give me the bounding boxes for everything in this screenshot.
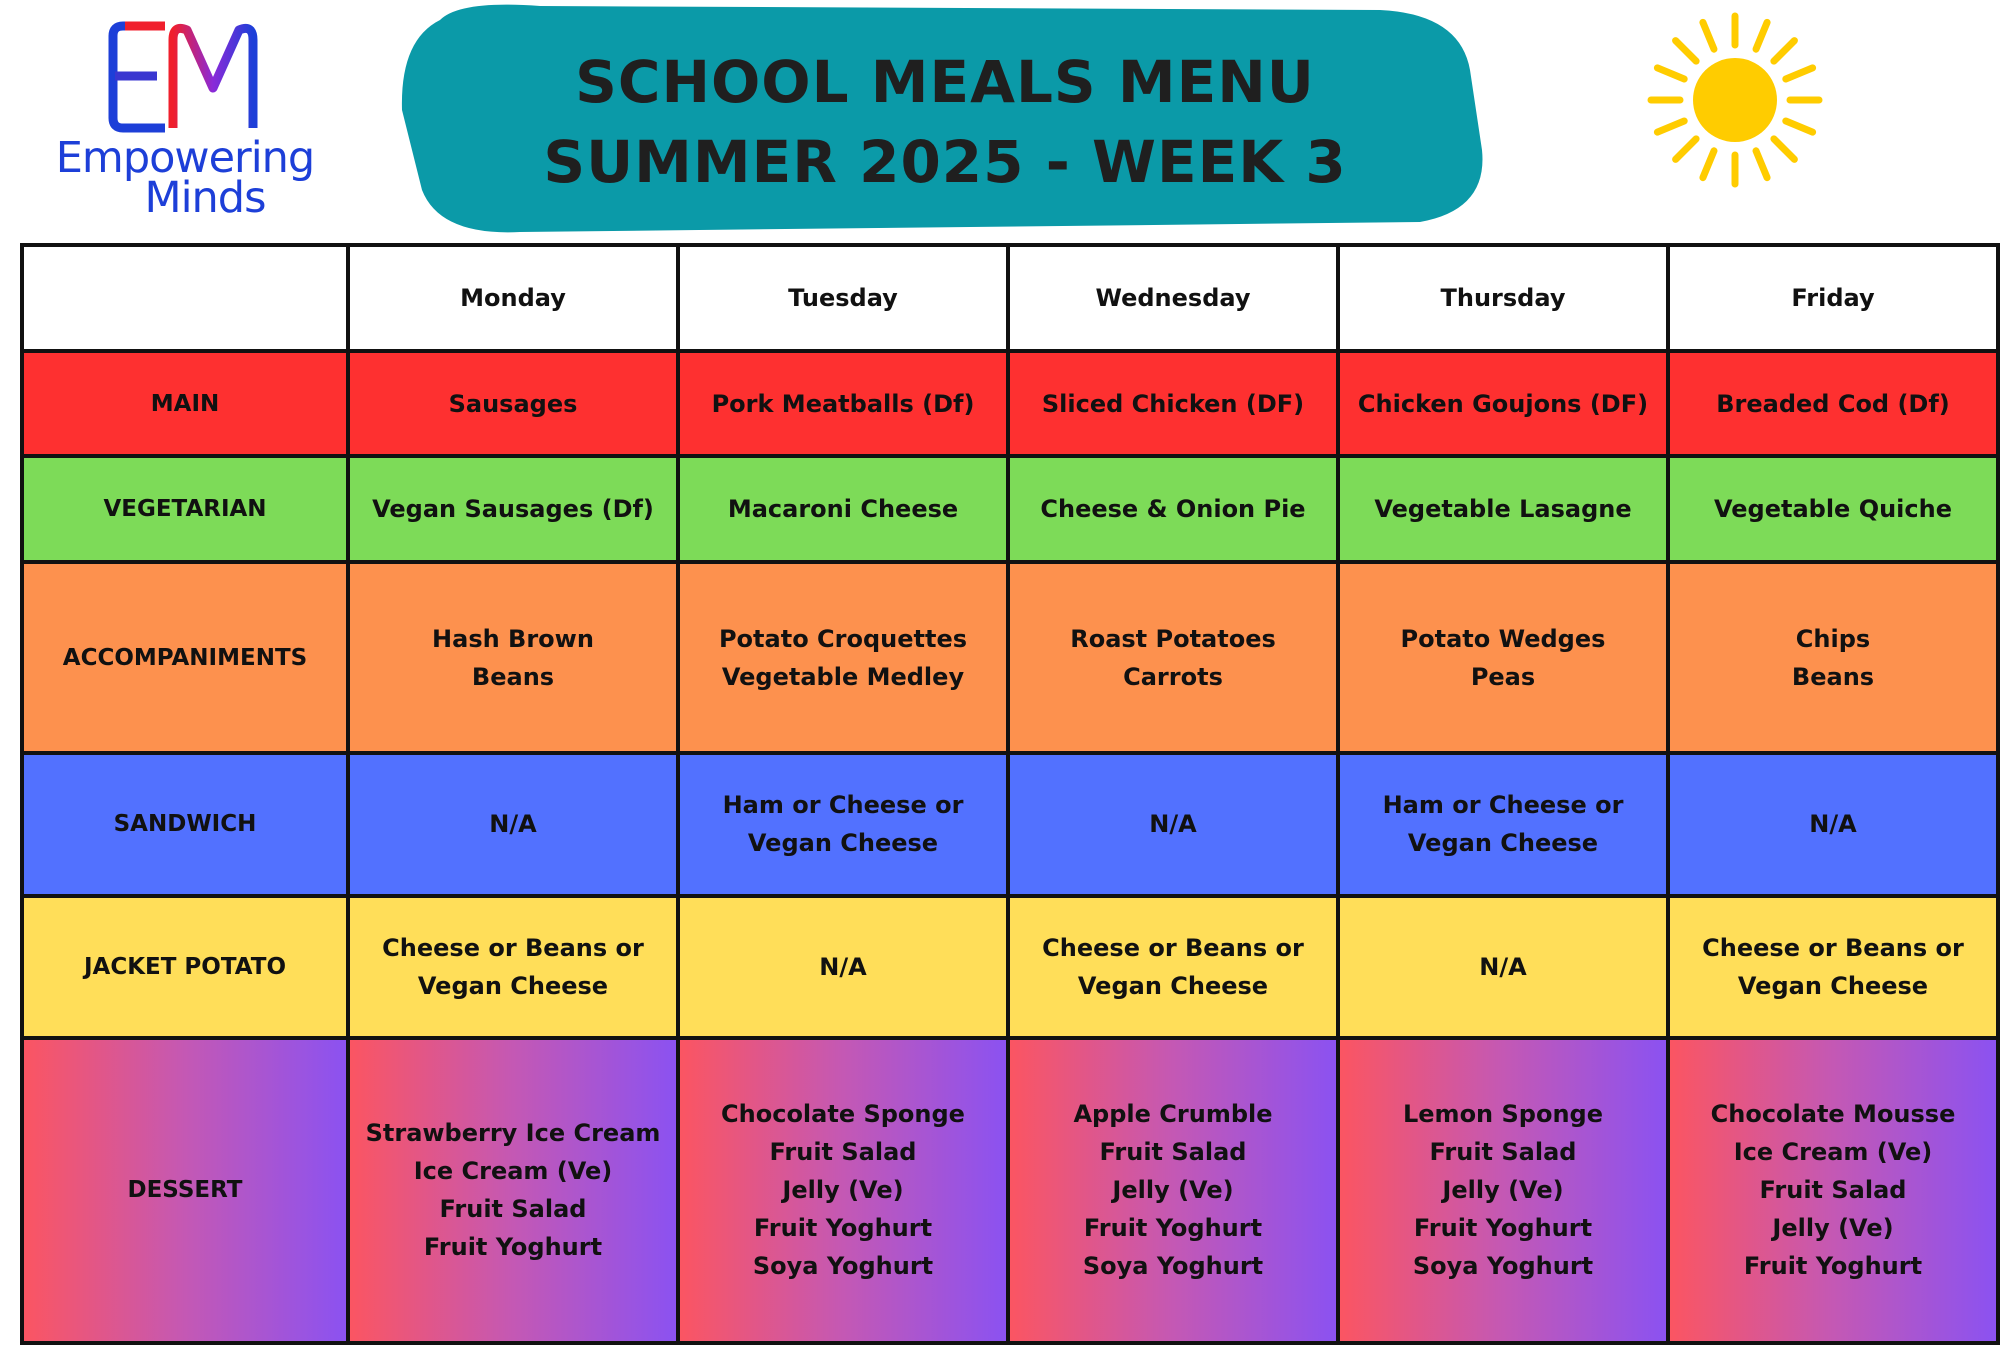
logo-text-line1: Empowering [55, 133, 315, 183]
menu-row-dessert [22, 1038, 1998, 1343]
menu-item: Fruit Yoghurt [1083, 1214, 1263, 1243]
meals-menu-table [20, 243, 2000, 1345]
menu-item: Strawberry Ice Cream [365, 1119, 661, 1148]
menu-cell-sandwich-wednesday [1008, 753, 1338, 895]
day-header-monday: Monday [348, 245, 678, 351]
row-label-vegetarian: VEGETARIAN [22, 456, 348, 562]
menu-item: Peas [1470, 662, 1536, 691]
day-header-friday: Friday [1668, 245, 1998, 351]
menu-item: Apple Crumble [1073, 1100, 1273, 1129]
menu-row-main [22, 351, 1998, 457]
sun-ray [1703, 22, 1714, 49]
menu-item: Fruit Salad [1099, 1138, 1247, 1167]
menu-cell-jacket-potato-monday [348, 896, 678, 1038]
menu-item: Cheese & Onion Pie [1040, 495, 1306, 524]
menu-item: N/A [819, 952, 867, 981]
menu-row-jacket-potato [22, 896, 1998, 1038]
menu-cell-vegetarian-monday [348, 456, 678, 562]
row-label-main: MAIN [22, 351, 348, 457]
menu-cell-dessert-friday [1668, 1038, 1998, 1343]
menu-item: Fruit Yoghurt [1743, 1252, 1923, 1281]
menu-item: Chips [1795, 624, 1871, 653]
menu-row-sandwich [22, 753, 1998, 895]
menu-item: Ham or Cheese or [1382, 791, 1624, 820]
menu-item: Fruit Salad [769, 1138, 917, 1167]
menu-item: Chocolate Sponge [721, 1100, 965, 1129]
em-monogram-icon [95, 18, 295, 138]
menu-item: Vegetable Lasagne [1374, 495, 1632, 524]
menu-cell-jacket-potato-tuesday [678, 896, 1008, 1038]
menu-cell-accompaniments-friday [1668, 562, 1998, 753]
menu-item: Jelly (Ve) [1772, 1214, 1894, 1243]
menu-item: Soya Yoghurt [752, 1252, 934, 1281]
menu-item: Breaded Cod (Df) [1716, 389, 1950, 418]
menu-item: Fruit Yoghurt [1413, 1214, 1593, 1243]
menu-cell-sandwich-monday [348, 753, 678, 895]
menu-cell-vegetarian-thursday [1338, 456, 1668, 562]
menu-item: Fruit Salad [1759, 1176, 1907, 1205]
menu-item: N/A [1479, 952, 1527, 981]
menu-cell-accompaniments-monday [348, 562, 678, 753]
menu-cell-jacket-potato-thursday [1338, 896, 1668, 1038]
menu-item: Vegetable Quiche [1713, 495, 1952, 524]
logo-text-line2: Minds [144, 173, 266, 223]
menu-cell-sandwich-friday [1668, 753, 1998, 895]
sun-ray [1756, 22, 1767, 49]
menu-item: Ham or Cheese or [722, 791, 964, 820]
menu-item: Soya Yoghurt [1412, 1252, 1594, 1281]
menu-item: Beans [1791, 662, 1875, 691]
menu-item: Cheese or Beans or [1042, 933, 1304, 962]
menu-cell-accompaniments-tuesday [678, 562, 1008, 753]
empowering-minds-logo [55, 18, 315, 223]
page-title: SCHOOL MEALS MENU [575, 48, 1315, 116]
menu-cell-dessert-thursday [1338, 1038, 1668, 1343]
page-subtitle: SUMMER 2025 - WEEK 3 [543, 128, 1347, 196]
day-header-thursday: Thursday [1338, 245, 1668, 351]
menu-cell-main-tuesday [678, 351, 1008, 457]
menu-cell-main-monday [348, 351, 678, 457]
menu-item: Vegan Cheese [417, 971, 609, 1000]
menu-cell-jacket-potato-wednesday [1008, 896, 1338, 1038]
menu-item: Carrots [1123, 662, 1223, 691]
day-header-wednesday: Wednesday [1008, 245, 1338, 351]
title-banner [400, 0, 1480, 235]
sun-ray [1676, 41, 1697, 62]
menu-item: N/A [489, 810, 537, 839]
menu-cell-dessert-monday [348, 1038, 678, 1343]
menu-item: Fruit Salad [1429, 1138, 1577, 1167]
menu-item: Vegan Cheese [1737, 971, 1929, 1000]
menu-item: Beans [471, 662, 555, 691]
sun-ray [1786, 121, 1813, 132]
brush-stroke-shape [400, 0, 1490, 240]
menu-row-accompaniments [22, 562, 1998, 753]
menu-item: Vegan Cheese [1407, 829, 1599, 858]
menu-item: Ice Cream (Ve) [413, 1157, 613, 1186]
menu-item: Chocolate Mousse [1710, 1100, 1956, 1129]
menu-item: Fruit Yoghurt [753, 1214, 933, 1243]
menu-cell-vegetarian-tuesday [678, 456, 1008, 562]
menu-item: Roast Potatoes [1070, 624, 1276, 653]
menu-cell-main-wednesday [1008, 351, 1338, 457]
menu-item: Pork Meatballs (Df) [711, 389, 975, 418]
menu-cell-accompaniments-wednesday [1008, 562, 1338, 753]
menu-cell-main-thursday [1338, 351, 1668, 457]
menu-item: Lemon Sponge [1402, 1100, 1603, 1129]
menu-cell-accompaniments-thursday [1338, 562, 1668, 753]
menu-item: N/A [1149, 810, 1197, 839]
menu-cell-vegetarian-wednesday [1008, 456, 1338, 562]
day-header-tuesday: Tuesday [678, 245, 1008, 351]
menu-item: Potato Wedges [1400, 624, 1606, 653]
menu-item: Vegan Cheese [1077, 971, 1269, 1000]
row-label-jacket-potato: JACKET POTATO [22, 896, 348, 1038]
menu-row-vegetarian [22, 456, 1998, 562]
sun-ray [1774, 41, 1795, 62]
sun-icon [1645, 10, 1825, 190]
sun-ray [1676, 139, 1697, 160]
sun-ray [1756, 151, 1767, 178]
menu-cell-main-friday [1668, 351, 1998, 457]
menu-item: Jelly (Ve) [782, 1176, 904, 1205]
menu-item: Soya Yoghurt [1082, 1252, 1264, 1281]
menu-cell-dessert-tuesday [678, 1038, 1008, 1343]
menu-item: Cheese or Beans or [1702, 933, 1964, 962]
menu-cell-vegetarian-friday [1668, 456, 1998, 562]
sun-ray [1786, 68, 1813, 79]
menu-item: Vegetable Medley [721, 662, 965, 691]
menu-item: Hash Brown [432, 624, 594, 653]
sun-ray [1657, 68, 1684, 79]
menu-item: Cheese or Beans or [382, 933, 644, 962]
menu-cell-sandwich-tuesday [678, 753, 1008, 895]
row-label-sandwich: SANDWICH [22, 753, 348, 895]
menu-item: Chicken Goujons (DF) [1357, 389, 1649, 418]
menu-item: Ice Cream (Ve) [1733, 1138, 1933, 1167]
menu-item: N/A [1809, 810, 1857, 839]
menu-item: Macaroni Cheese [727, 495, 959, 524]
sun-ray [1657, 121, 1684, 132]
menu-cell-jacket-potato-friday [1668, 896, 1998, 1038]
menu-item: Fruit Yoghurt [423, 1233, 603, 1262]
menu-cell-sandwich-thursday [1338, 753, 1668, 895]
sun-ray [1774, 139, 1795, 160]
menu-item: Jelly (Ve) [1442, 1176, 1564, 1205]
menu-item: Jelly (Ve) [1112, 1176, 1234, 1205]
row-label-dessert: DESSERT [22, 1038, 348, 1343]
menu-item: Sliced Chicken (DF) [1041, 389, 1305, 418]
menu-item: Potato Croquettes [718, 624, 968, 653]
menu-item: Fruit Salad [439, 1195, 587, 1224]
menu-item: Sausages [448, 389, 578, 418]
row-label-accompaniments: ACCOMPANIMENTS [22, 562, 348, 753]
menu-item: Vegan Sausages (Df) [372, 495, 654, 524]
day-header-row [22, 245, 1998, 351]
corner-cell [22, 245, 348, 351]
menu-cell-dessert-wednesday [1008, 1038, 1338, 1343]
sun-ray [1703, 151, 1714, 178]
menu-item: Vegan Cheese [747, 829, 939, 858]
